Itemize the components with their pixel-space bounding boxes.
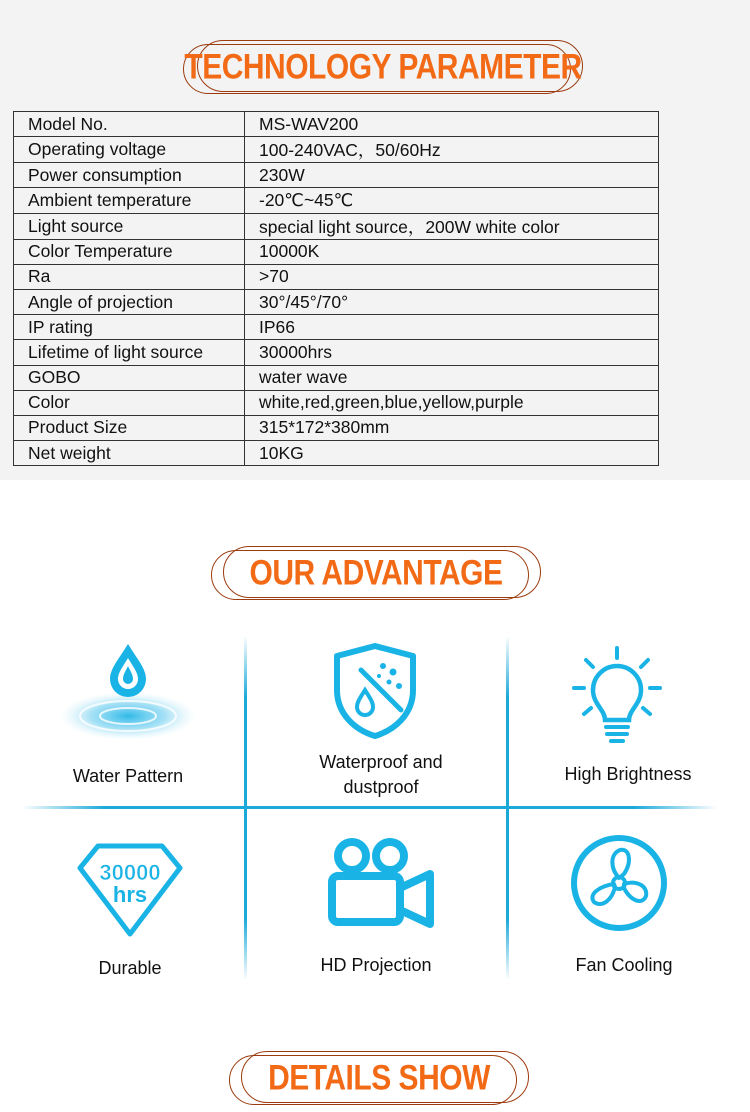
spec-label: IP rating: [14, 315, 245, 340]
spec-row: [14, 137, 659, 163]
waterproof-label: [286, 750, 476, 800]
diamond-badge-icon: [76, 842, 184, 938]
spec-label: Net weight: [14, 441, 245, 466]
spec-value: >70: [245, 264, 659, 289]
fan-icon: [570, 834, 668, 932]
grid-divider: [22, 806, 717, 809]
spec-row: [14, 188, 659, 213]
hd-projection-label: HD Projection: [320, 955, 432, 975]
spec-value: white,red,green,blue,yellow,purple: [245, 390, 659, 415]
water-drop-ripple-icon: [58, 640, 198, 744]
spec-row: [14, 264, 659, 289]
durable-label: Durable: [98, 958, 162, 978]
lightbulb-icon: [572, 646, 662, 746]
spec-table: [13, 111, 659, 466]
spec-label: Ambient temperature: [14, 188, 245, 213]
spec-label: Operating voltage: [14, 137, 245, 163]
high-brightness-label: High Brightness: [564, 764, 692, 784]
spec-label: Angle of projection: [14, 289, 245, 314]
spec-row: [14, 365, 659, 390]
spec-value: -20℃~45℃: [245, 188, 659, 213]
spec-value: 30000hrs: [245, 340, 659, 365]
spec-label: Color: [14, 390, 245, 415]
spec-value: MS-WAV200: [245, 112, 659, 137]
shield-icon: [333, 642, 417, 740]
advantage-header: [211, 546, 541, 602]
advantage-title: OUR ADVANTAGE: [249, 553, 503, 593]
spec-row: [14, 163, 659, 188]
fan-cooling-label: Fan Cooling: [575, 955, 673, 975]
spec-value: 30°/45°/70°: [245, 289, 659, 314]
spec-label: Model No.: [14, 112, 245, 137]
spec-value: water wave: [245, 365, 659, 390]
spec-label: GOBO: [14, 365, 245, 390]
water-pattern-label: Water Pattern: [72, 766, 184, 786]
details-title: DETAILS SHOW: [268, 1058, 490, 1098]
spec-row: [14, 289, 659, 314]
spec-label: Light source: [14, 213, 245, 239]
spec-row: [14, 112, 659, 137]
spec-value: special light source，200W white color: [245, 213, 659, 239]
spec-value: 230W: [245, 163, 659, 188]
spec-row: [14, 315, 659, 340]
waterproof-label-line1: Waterproof and: [319, 752, 443, 772]
spec-value: IP66: [245, 315, 659, 340]
spec-label: Ra: [14, 264, 245, 289]
spec-label: Color Temperature: [14, 239, 245, 264]
spec-row: [14, 213, 659, 239]
tech-parameter-header: [183, 40, 583, 96]
spec-label: Lifetime of light source: [14, 340, 245, 365]
spec-row: [14, 390, 659, 415]
spec-value: 10000K: [245, 239, 659, 264]
spec-row: [14, 441, 659, 466]
spec-value: 315*172*380mm: [245, 415, 659, 440]
video-camera-icon: [326, 836, 436, 930]
waterproof-label-line2: dustproof: [343, 777, 419, 797]
tech-parameter-title: TECHNOLOGY PARAMETER: [184, 47, 582, 87]
details-header: [229, 1051, 529, 1107]
spec-value: 100-240VAC，50/60Hz: [245, 137, 659, 163]
spec-value: 10KG: [245, 441, 659, 466]
spec-row: [14, 340, 659, 365]
spec-row: [14, 415, 659, 440]
durable-badge-number: 30000: [99, 860, 161, 885]
durable-badge-unit: hrs: [112, 882, 148, 907]
spec-label: Product Size: [14, 415, 245, 440]
spec-row: [14, 239, 659, 264]
spec-label: Power consumption: [14, 163, 245, 188]
